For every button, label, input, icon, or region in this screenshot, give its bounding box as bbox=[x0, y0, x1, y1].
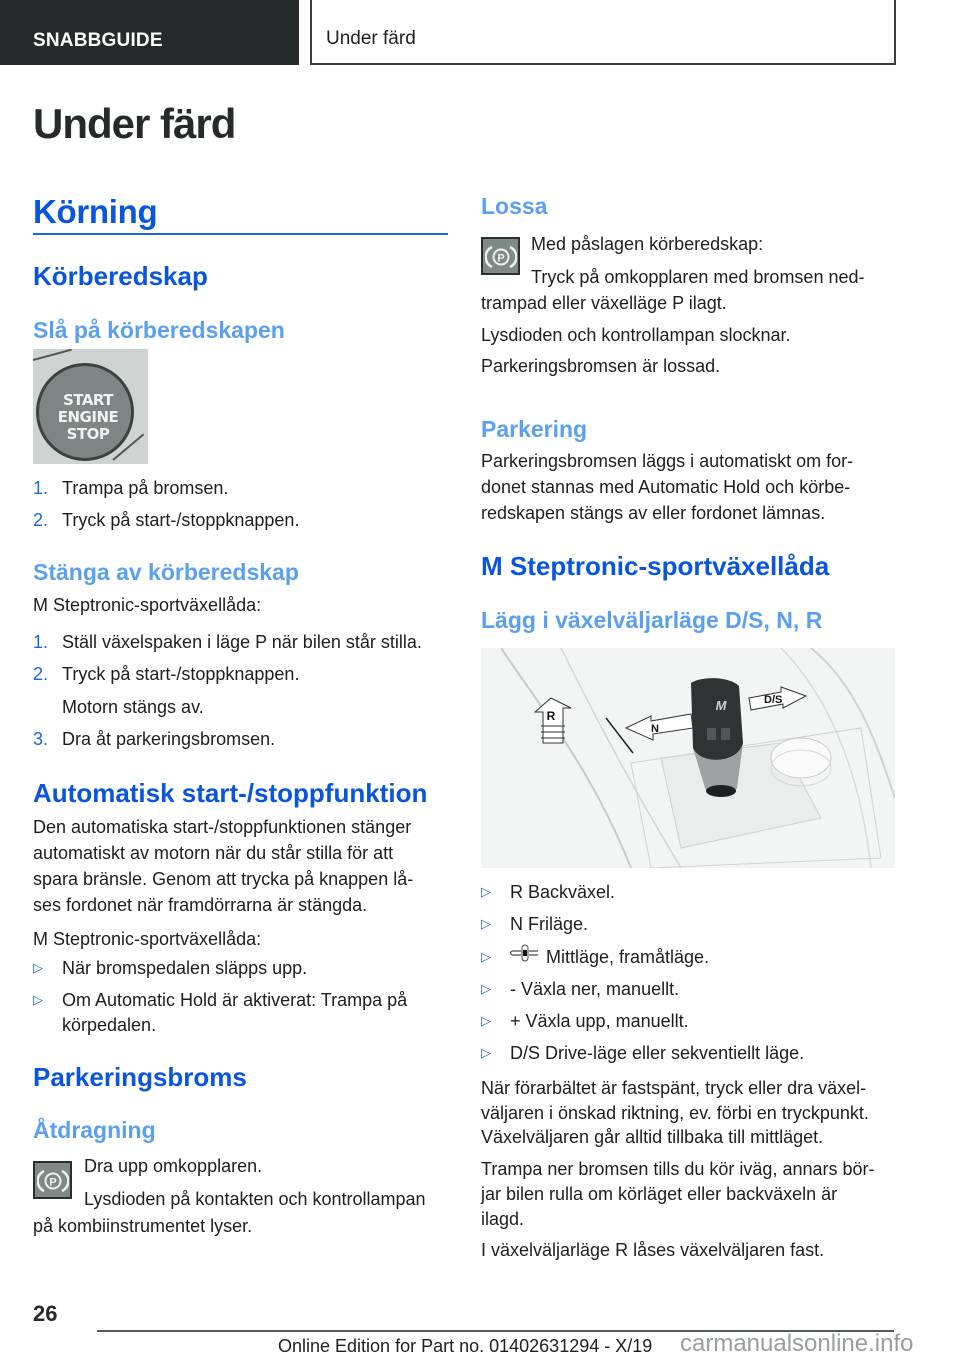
paragraph-line: Dra upp omkopplaren. bbox=[84, 1156, 263, 1176]
parking-brake-icon bbox=[33, 1161, 72, 1199]
paragraph-line: Växelväljaren går alltid tillbaka till mittläget. bbox=[481, 1127, 824, 1147]
paragraph-line: spara bränsle. Genom att trycka på knappen lå- bbox=[33, 869, 414, 889]
bullet-item bbox=[481, 911, 588, 939]
start-button-text-stop: STOP bbox=[66, 425, 110, 443]
heading-atdragning: Åtdragning bbox=[33, 1117, 156, 1143]
list-number: 2. bbox=[33, 664, 49, 684]
page-number: 26 bbox=[33, 1301, 58, 1326]
triangle-bullet-icon: ▷ bbox=[481, 1045, 491, 1060]
heading-rule bbox=[33, 233, 448, 235]
list-number: 1. bbox=[33, 478, 49, 498]
paragraph: Parkeringsbromsen är lossad. bbox=[481, 356, 721, 376]
bullet-text: Mittläge, framåtläge. bbox=[546, 947, 710, 967]
heading-parkering: Parkering bbox=[481, 416, 588, 442]
triangle-bullet-icon: ▷ bbox=[481, 949, 491, 964]
triangle-bullet-icon: ▷ bbox=[481, 981, 491, 996]
start-button-circle bbox=[36, 363, 134, 461]
heading-stanga-av: Stänga av körberedskap bbox=[33, 559, 299, 585]
image-edge-line bbox=[33, 349, 72, 361]
page-title: Under färd bbox=[33, 100, 236, 147]
paragraph-line: ilagd. bbox=[481, 1209, 525, 1229]
start-button-text-engine: ENGINE bbox=[57, 408, 119, 426]
paragraph-line: Tryck på omkopplaren med bromsen ned- bbox=[531, 267, 865, 287]
bullet-item bbox=[481, 1008, 689, 1036]
list-text: Dra åt parkeringsbromsen. bbox=[62, 729, 276, 749]
bullet-item bbox=[481, 976, 679, 1004]
bullet-text: Om Automatic Hold är aktiverat: Trampa på bbox=[62, 990, 408, 1010]
paragraph-line: på kombiinstrumentet lyser. bbox=[33, 1216, 253, 1236]
heading-lagg-i-vaxel: Lägg i växelväljarläge D/S, N, R bbox=[481, 607, 823, 633]
paragraph: M Steptronic-sportväxellåda: bbox=[33, 595, 262, 615]
triangle-bullet-icon: ▷ bbox=[33, 992, 43, 1007]
header-section-label: SNABBGUIDE bbox=[33, 30, 163, 51]
paragraph-line: donet stannas med Automatic Hold och körbe- bbox=[481, 477, 851, 497]
list-item bbox=[33, 507, 299, 534]
footer-rule bbox=[97, 1330, 415, 1332]
list-number: 3. bbox=[33, 729, 49, 749]
list-number: 2. bbox=[33, 510, 49, 530]
paragraph-line: Lysdioden på kontakten och kontrollampan bbox=[84, 1189, 426, 1209]
footer-edition-text: Online Edition for Part no. 01402631294 - X/19 bbox=[278, 1336, 653, 1356]
header-chapter-label: Under färd bbox=[326, 28, 416, 49]
svg-text:R: R bbox=[546, 709, 556, 723]
bullet-text: - Växla ner, manuellt. bbox=[510, 979, 680, 999]
bullet-item bbox=[33, 987, 407, 1015]
heading-parkeringsbroms: Parkeringsbroms bbox=[33, 1062, 247, 1092]
list-item bbox=[33, 726, 275, 753]
mid-position-icon bbox=[510, 943, 546, 970]
paragraph-line: trampad eller växelläge P ilagt. bbox=[481, 293, 727, 313]
gear-selector-illustration bbox=[481, 648, 895, 868]
list-text: Ställ växelspaken i läge P när bilen står stilla. bbox=[62, 632, 422, 652]
list-item bbox=[33, 661, 299, 688]
bullet-text: + Växla upp, manuellt. bbox=[510, 1011, 689, 1031]
paragraph: I växelväljarläge R låses växelväljaren fast. bbox=[481, 1240, 825, 1260]
bullet-text: N Friläge. bbox=[510, 914, 589, 934]
start-engine-stop-button-image bbox=[33, 349, 148, 464]
header-chapter-tab bbox=[310, 0, 896, 65]
bullet-item bbox=[481, 1040, 804, 1068]
paragraph-line: väljaren i önskad riktning, ev. förbi en tryckpunkt. bbox=[481, 1103, 869, 1123]
triangle-bullet-icon: ▷ bbox=[481, 916, 491, 931]
svg-text:P: P bbox=[497, 252, 505, 265]
svg-text:D/S: D/S bbox=[764, 694, 783, 706]
list-text: Trampa på bromsen. bbox=[62, 478, 229, 498]
triangle-bullet-icon: ▷ bbox=[33, 960, 43, 975]
svg-text:P: P bbox=[49, 1176, 57, 1189]
paragraph-line: Med påslagen körberedskap: bbox=[531, 234, 764, 254]
paragraph-line: automatiskt av motorn när du står stilla för att bbox=[33, 843, 394, 863]
paragraph-line: När förarbältet är fastspänt, tryck eller dra växel- bbox=[481, 1078, 867, 1098]
paragraph-line: Trampa ner bromsen tills du kör iväg, annars bör- bbox=[481, 1159, 875, 1179]
bullet-text: När bromspedalen släpps upp. bbox=[62, 958, 308, 978]
list-item bbox=[33, 629, 422, 656]
list-text: Tryck på start-/stoppknappen. bbox=[62, 510, 300, 530]
heading-korberedskap: Körberedskap bbox=[33, 261, 208, 291]
heading-korning: Körning bbox=[33, 193, 158, 230]
list-text: Tryck på start-/stoppknappen. bbox=[62, 664, 300, 684]
paragraph-line: jar bilen rulla om körläget eller backväxeln är bbox=[481, 1184, 838, 1204]
bullet-text: D/S Drive-läge eller sekventiellt läge. bbox=[510, 1043, 805, 1063]
paragraph: Lysdioden och kontrollampan slocknar. bbox=[481, 325, 791, 345]
paragraph-line: Den automatiska start-/stoppfunktionen stänger bbox=[33, 817, 412, 837]
paragraph: M Steptronic-sportväxellåda: bbox=[33, 929, 262, 949]
list-number: 1. bbox=[33, 632, 49, 652]
list-item bbox=[33, 475, 228, 502]
paragraph-line: redskapen stängs av eller fordonet lämnas. bbox=[481, 503, 826, 523]
bullet-text: R Backväxel. bbox=[510, 882, 616, 902]
paragraph-line: ses fordonet när framdörrarna är stängda. bbox=[33, 895, 368, 915]
heading-automatisk-start-stopp: Automatisk start-/stoppfunktion bbox=[33, 778, 428, 808]
triangle-bullet-icon: ▷ bbox=[481, 884, 491, 899]
start-button-text-start: START bbox=[62, 391, 114, 409]
bullet-continuation: körpedalen. bbox=[62, 1015, 157, 1035]
watermark-link[interactable]: carmanualsonline.info bbox=[680, 1330, 914, 1357]
svg-text:M: M bbox=[715, 698, 727, 713]
parking-brake-icon bbox=[481, 237, 520, 275]
heading-lossa: Lossa bbox=[481, 193, 548, 219]
heading-m-steptronic: M Steptronic-sportväxellåda bbox=[481, 551, 830, 581]
bullet-item bbox=[481, 879, 615, 907]
triangle-bullet-icon: ▷ bbox=[481, 1013, 491, 1028]
gear-selector-image bbox=[481, 648, 895, 868]
heading-sla-pa: Slå på körberedskapen bbox=[33, 317, 285, 343]
bullet-item bbox=[481, 944, 709, 972]
svg-text:N: N bbox=[651, 723, 659, 735]
bullet-item bbox=[33, 955, 307, 983]
paragraph-line: Parkeringsbromsen läggs i automatiskt om for- bbox=[481, 451, 854, 471]
header-section-tab bbox=[0, 0, 299, 65]
list-item-continuation: Motorn stängs av. bbox=[62, 697, 204, 717]
